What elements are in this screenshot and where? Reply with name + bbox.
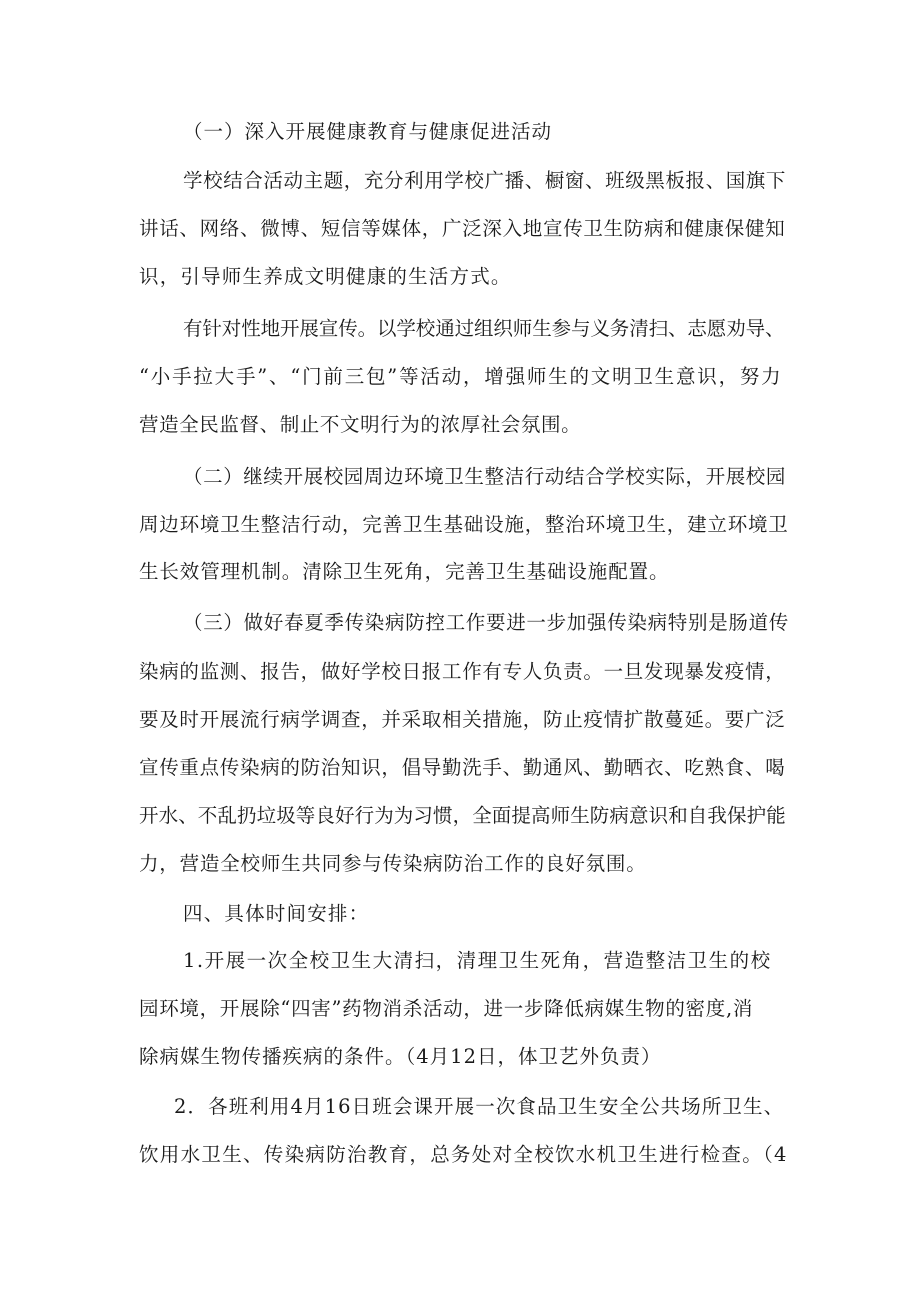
paragraph-line: 园环境，开展除“四害”药物消杀活动，进一步降低病媒生物的密度,消 bbox=[139, 997, 754, 1020]
list-item-1: 1.开展一次全校卫生大清扫，清理卫生死角，营造整洁卫生的校 bbox=[183, 949, 772, 972]
paragraph-line: 除病媒生物传播疾病的条件。（4月12日，体卫艺外负责） bbox=[139, 1045, 662, 1068]
paragraph-line: 开水、不乱扔垃圾等良好行为为习惯，全面提高师生防病意识和自我保护能 bbox=[139, 804, 786, 827]
list-item-2: 2．各班利用4月16日班会课开展一次食品卫生安全公共场所卫生、 bbox=[174, 1095, 785, 1118]
paragraph-line: 讲话、网络、微博、短信等媒体，广泛深入地宣传卫生防病和健康保健知 bbox=[139, 217, 786, 240]
paragraph-line: 要及时开展流行病学调查，并采取相关措施，防止疫情扩散蔓延。要广泛 bbox=[139, 708, 786, 731]
heading-section-3: （三）做好春夏季传染病防控工作要进一步加强传染病特别是肠道传 bbox=[183, 611, 790, 634]
paragraph-line: 力，营造全校师生共同参与传染病防治工作的良好氛围。 bbox=[139, 852, 647, 875]
paragraph-line: 染病的监测、报告，做好学校日报工作有专人负责。一旦发现暴发疫情， bbox=[139, 660, 786, 683]
paragraph-line: 学校结合活动主题，充分利用学校广播、橱窗、班级黑板报、国旗下 bbox=[183, 169, 787, 192]
paragraph-line: 有针对性地开展宣传。以学校通过组织师生参与义务清扫、志愿劝导、 bbox=[183, 317, 785, 340]
paragraph-line: 识，引导师生养成文明健康的生活方式。 bbox=[139, 265, 512, 288]
paragraph-line: 生长效管理机制。清除卫生死角，完善卫生基础设施配置。 bbox=[139, 560, 670, 583]
paragraph-line: 营造全民监督、制止不文明行为的浓厚社会氛围。 bbox=[139, 413, 582, 436]
paragraph-line: 宣传重点传染病的防治知识，倡导勤洗手、勤通风、勤晒衣、吃熟食、喝 bbox=[139, 756, 786, 779]
heading-section-4: 四、具体时间安排： bbox=[183, 902, 370, 925]
paragraph-line: 饮用水卫生、传染病防治教育，总务处对全校饮水机卫生进行检查。（4 bbox=[139, 1143, 788, 1166]
heading-section-2: （二）继续开展校园周边环境卫生整洁行动结合学校实际，开展校园 bbox=[183, 465, 787, 488]
paragraph-line: “小手拉大手”、“门前三包”等活动，增强师生的文明卫生意识，努力 bbox=[139, 365, 783, 388]
paragraph-line: 周边环境卫生整洁行动，完善卫生基础设施，整治环境卫生，建立环境卫 bbox=[139, 513, 789, 536]
heading-section-1: （一）深入开展健康教育与健康促进活动 bbox=[183, 120, 553, 143]
